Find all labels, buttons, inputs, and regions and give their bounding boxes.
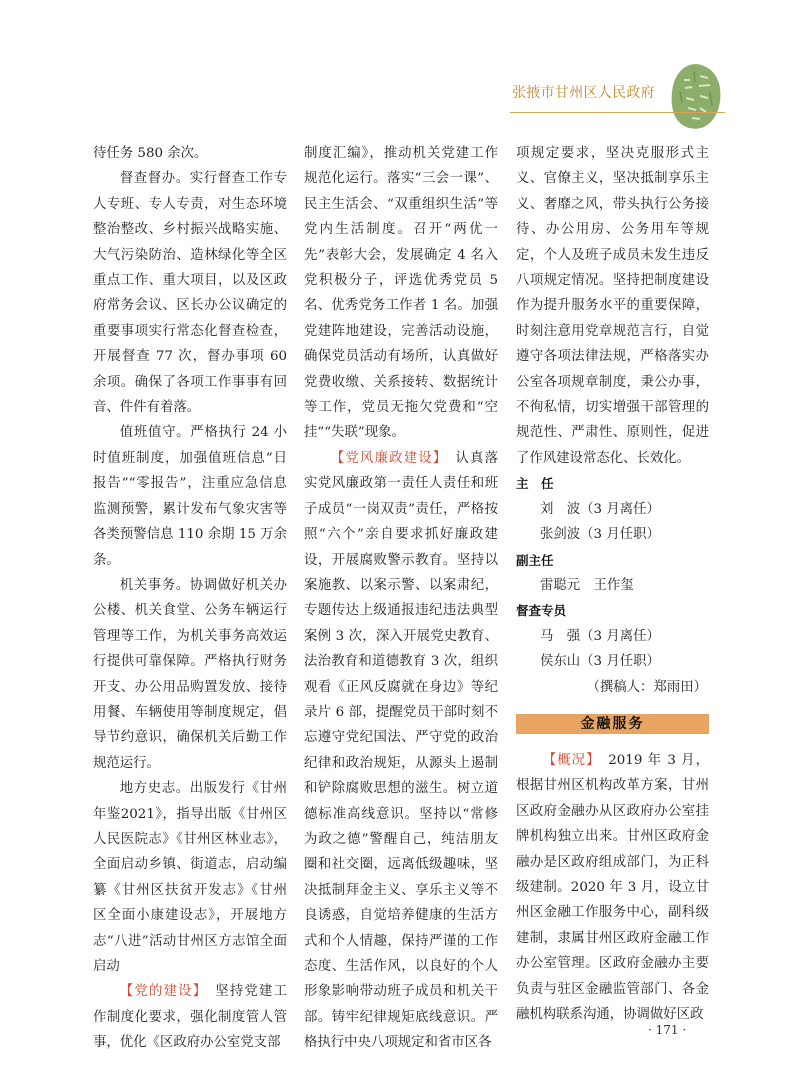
staff-list [516, 471, 709, 674]
section-title-finance: 金融服务 [516, 714, 709, 734]
role-title: 副主任 [516, 552, 554, 568]
paragraph-text: 坚持党建工作制度化要求，强化制度管人管事，优化《区政府办公室党支部 [93, 984, 288, 1051]
editor-credit: （撰稿人：郑雨田） [586, 679, 707, 695]
paragraph [304, 141, 498, 446]
role-name: 刘 波（3 月离任） [540, 501, 660, 517]
paragraph [93, 420, 287, 572]
paragraph [93, 141, 287, 166]
role-title: 督查专员 [516, 603, 567, 619]
paragraph-text: 认真落实党风廉政第一责任人责任和班子成员“一岗双责”责任，严格按照“六个”亲自要求抓好廉政建设，开展腐败警示教育。坚持以案施教、以案示警、以案肃纪，专题传达上级通报违纪违法典型案例 3 次，深入开展党史教育、法治教育和道德教育 3 次，组织观看《正风反腐就在身边》等纪录片 6 部，提醒党员干部时刻不忘遵守党纪国法、严守党的政治纪律和政治规矩，从源头上遏制和铲除腐败思想的滋生。树立道德标准高线意识。坚持以“常修为政之德”警醒自己，纯洁朋友圈和社交圈，远离低级趣味，坚决抵制拜金主义、享乐主义等不良诱惑，自觉培养健康的生活方式和个人情趣，保持严谨的工作态度、生活作风，以良好的个人形象影响带动班子成员和机关干部。铸牢纪律规矩底线意识。严格执行中央八项规定和省市区各 [304, 450, 498, 1051]
overview-paragraph [516, 748, 709, 1027]
page-header-title: 张掖市甘州区人民政府 [512, 85, 655, 101]
paragraph [93, 776, 287, 979]
header-divider [510, 112, 725, 113]
paragraph [304, 446, 498, 1056]
paragraph [93, 573, 287, 776]
paragraph-text: 机关事务。协调做好机关办公楼、机关食堂、公务车辆运行管理等工作，为机关事务高效运行提供可靠保障。严格执行财务开支、办公用品购置发放、接待用餐、车辆使用等制度规定，倡导节约意识，确保机关后勤工作规范运行。 [93, 577, 287, 771]
paragraph-text: 值班值守。严格执行 24 小时值班制度，加强值班信息“日报告”“零报告”，注重应急信息监测预警，累计发布气象灾害等各类预警信息 110 余期 15 万余条。 [93, 425, 287, 568]
overview-text: 2019 年 3 月，根据甘州区机构改革方案，甘州区政府金融办从区政府办公室挂牌机构独立出来。甘州区政府金融办是区政府组成部门，为正科级建制。2020 年 3 月，设立甘州区金融工作服务中心，副科级建制，隶属甘州区政府金融工作办公室管理。区政府金融办主要负责与驻区金融监管部门、各金融机构联系沟通，协调做好区政 [516, 752, 709, 1022]
role-name: 雷聪元 王作玺 [540, 577, 634, 593]
paragraph [93, 979, 287, 1055]
role-name: 张剑波（3 月任职） [540, 527, 660, 543]
section-tag: 【党风廉政建设】 [330, 450, 441, 466]
column-2 [304, 141, 498, 1056]
page-number: · 171 · [648, 1023, 687, 1037]
paragraph [93, 166, 287, 420]
role-name: 侯东山（3 月任职） [540, 654, 660, 670]
paragraph-text: 待任务 580 余次。 [93, 146, 208, 161]
column-3 [516, 141, 709, 1027]
column-1 [93, 141, 287, 1056]
overview-tag: 【概况】 [542, 752, 594, 768]
paragraph-text: 地方史志。出版发行《甘州年鉴2021》，指导出版《甘州区人民医院志》《甘州区林业志》，全面启动乡镇、街道志，启动编纂《甘州区扶贫开发志》《甘州区全面小康建设志》，开展地方志“八进”活动甘州区方志馆全面启动 [93, 781, 287, 974]
seal-logo-icon [670, 62, 722, 130]
paragraph-text: 督查督办。实行督查工作专人专班、专人专责，对生态环境整治整改、乡村振兴战略实施、大气污染防治、造林绿化等全区重点工作、重大项目，以及区政府常务会议、区长办公议确定的重要事项实行常态化督查检查，开展督查 77 次，督办事项 60 余项。确保了各项工作事事有回音、件件有着落。 [93, 171, 287, 416]
section-tag: 【党的建设】 [119, 984, 201, 1000]
paragraph: 项规定要求，坚决克服形式主义、官僚主义，坚决抵制享乐主义、奢靡之风，带头执行公务接待、办公用房、公务用车等规定，个人及班子成员未发生违反八项规定情况。坚持把制度建设作为提升服务水平的重要保障，时刻注意用党章规范言行，自觉遵守各项法律法规，严格落实办公室各项规章制度，秉公办事，不徇私情，切实增强干部管理的规范性、严肃性、原则性，促进了作风建设常态化、长效化。 [516, 146, 709, 466]
paragraph-text: 制度汇编》，推动机关党建工作规范化运行。落实“三会一课”、民主生活会、“双重组织生活”等党内生活制度。召开“两优一先”表彰大会，发展确定 4 名入党积极分子，评选优秀党员 5 名、优秀党务工作者 1 名。加强党建阵地建设，完善活动设施，确保党员活动有场所，认真做好党费收缴、关系接转、数据统计等工作，党员无拖欠党费和“空挂”“失联”现象。 [304, 146, 498, 441]
role-title: 主 任 [516, 476, 554, 492]
role-name: 马 强（3 月离任） [540, 628, 660, 644]
